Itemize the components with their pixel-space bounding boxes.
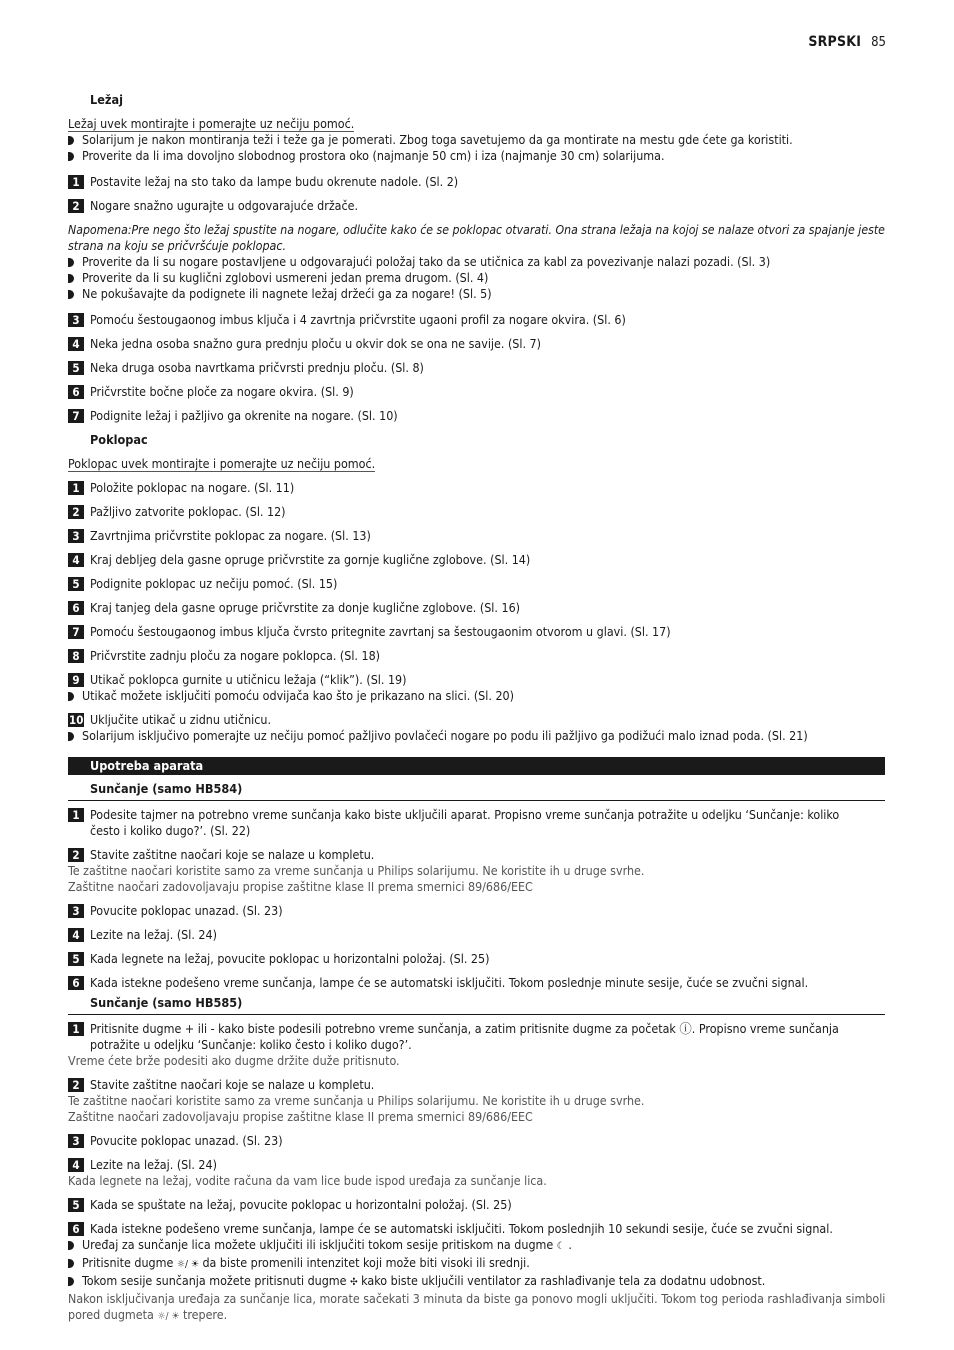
step-number-badge: 3 <box>68 529 84 543</box>
heading-hb584: Sunčanje (samo HB584) <box>68 781 885 801</box>
step-item: 3 Povucite poklopac unazad. (Sl. 23) <box>68 1133 885 1149</box>
step-number-badge: 3 <box>68 904 84 918</box>
bullet-icon <box>68 1241 74 1250</box>
step-number-badge: 5 <box>68 577 84 591</box>
bullet-item: Proverite da li su kuglični zglobovi usmereni jedan prema drugom. (Sl. 4) <box>68 270 885 286</box>
lezaj-warning: Ležaj uvek montirajte i pomerajte uz nečiju pomoć. <box>68 116 355 131</box>
step-item: 9 Utikač poklopca gurnite u utičnicu ležaja (“klik”). (Sl. 19) <box>68 672 885 688</box>
step-number-badge: 7 <box>68 625 84 639</box>
bullet-icon <box>68 692 74 701</box>
bullet-item: Utikač možete isključiti pomoću odvijača kao što je prikazano na slici. (Sl. 20) <box>68 688 885 704</box>
bullet-icon <box>68 732 74 741</box>
step-number-badge: 4 <box>68 928 84 942</box>
info-text: Te zaštitne naočari koristite samo za vreme sunčanja u Philips solarijumu. Ne koristite ih u druge svrhe. <box>68 1093 645 1108</box>
step-item: 7 Pomoću šestougaonog imbus ključa čvrsto pritegnite zavrtanj sa šestougaonim otvorom u glavi. (Sl. 17) <box>68 624 885 640</box>
bullet-item: Solarijum je nakon montiranja teži i teže ga je pomerati. Zbog toga savetujemo da ga montirate na mestu gde ćete ga koristiti. <box>68 132 885 148</box>
heading-lezaj: Ležaj <box>90 92 124 107</box>
step-item: 5 Kada se spuštate na ležaj, povucite poklopac u horizontalni položaj. (Sl. 25) <box>68 1197 885 1213</box>
step-item: 4 Neka jedna osoba snažno gura prednju ploču u okvir dok se ona ne savije. (Sl. 7) <box>68 336 885 352</box>
step-number-badge: 6 <box>68 976 84 990</box>
note-paragraph: Napomena:Pre nego što ležaj spustite na nogare, odlučite kako će se poklopac otvarati. Ona strana ležaja na kojoj se nalaze otvori za spajanje jeste strana na koju se pričvršćuje poklopac. <box>68 222 885 253</box>
step-number-badge: 1 <box>68 808 84 822</box>
step-item: 5 Neka druga osoba navrtkama pričvrsti prednju ploču. (Sl. 8) <box>68 360 885 376</box>
step-item: 6 Kada istekne podešeno vreme sunčanja, lampe će se automatski isključiti. Tokom poslednjih 10 sekundi sesije, čuće se zvučni signal. <box>68 1221 885 1237</box>
step-item: 3 Povucite poklopac unazad. (Sl. 23) <box>68 903 885 919</box>
info-text: Nakon isključivanja uređaja za sunčanje lica, morate sačekati 3 minuta da biste ga ponovo mogli uključiti. Tokom tog perioda rashlađivanja simboli <box>68 1291 886 1306</box>
step-item: 6 Kada istekne podešeno vreme sunčanja, lampe će se automatski isključiti. Tokom poslednje minute sesije, čuće se zvučni signal. <box>68 975 885 991</box>
step-number-badge: 4 <box>68 1158 84 1172</box>
bullet-item: Pritisnite dugme ☼/ ☀ da biste promenili intenzitet koji može biti visoki ili srednji. <box>68 1255 885 1273</box>
bullet-icon <box>68 274 74 283</box>
bullet-item: Solarijum isključivo pomerajte uz nečiju pomoć pažljivo povlačeći nogare po podu ili pažljivo ga podižući malo iznad poda. (Sl. 21) <box>68 728 885 744</box>
step-item: 5 Kada legnete na ležaj, povucite poklopac u horizontalni položaj. (Sl. 25) <box>68 951 885 967</box>
intensity-icon: ☼/ ☀ <box>157 1311 180 1322</box>
step-number-badge: 2 <box>68 848 84 862</box>
step-item: 1 Položite poklopac na nogare. (Sl. 11) <box>68 480 885 496</box>
info-text: Zaštitne naočari zadovoljavaju propise zaštitne klase II prema smernici 89/686/EEC <box>68 1109 533 1124</box>
step-number-badge: 4 <box>68 337 84 351</box>
bullet-item: Proverite da li ima dovoljno slobodnog prostora oko (najmanje 50 cm) i iza (najmanje 30 cm) solarijuma. <box>68 148 885 164</box>
step-number-badge: 9 <box>68 673 84 687</box>
step-item: 10 Uključite utikač u zidnu utičnicu. <box>69 712 272 727</box>
fan-icon: ✣ <box>350 1277 358 1288</box>
step-number-badge: 7 <box>68 409 84 423</box>
intensity-icon: ☼/ ☀ <box>176 1259 199 1270</box>
section-bar-usage: Upotreba aparata <box>68 757 885 775</box>
step-item: 1 Podesite tajmer na potrebno vreme sunčanja kako biste uključili aparat. Propisno vreme sunčanja potražite u odeljku ‘Sunčanje: koliko često i koliko dugo?’. (Sl. 22) <box>68 807 885 839</box>
step-number-badge: 1 <box>68 1022 84 1036</box>
step-item: 3 Zavrtnjima pričvrstite poklopac za nogare. (Sl. 13) <box>68 528 885 544</box>
page-header <box>808 34 886 50</box>
step-number-badge: 3 <box>68 1134 84 1148</box>
document-body <box>68 90 885 1325</box>
info-text: pored dugmeta ☼/ ☀ trepere. <box>68 1307 228 1322</box>
step-item: 4 Lezite na ležaj. (Sl. 24) <box>68 1157 885 1173</box>
step-number-badge: 2 <box>68 199 84 213</box>
step-number-badge: 6 <box>68 1222 84 1236</box>
step-number-badge: 6 <box>68 601 84 615</box>
page-number: 85 <box>871 35 886 50</box>
step-number-badge: 5 <box>68 952 84 966</box>
bullet-item: Uređaj za sunčanje lica možete uključiti ili isključiti tokom sesije pritiskom na dugme ☾ . <box>68 1237 885 1255</box>
heading-poklopac: Poklopac <box>90 432 148 447</box>
bullet-icon <box>68 136 74 145</box>
bullet-icon <box>68 290 74 299</box>
step-number-badge: 1 <box>68 481 84 495</box>
info-text: Zaštitne naočari zadovoljavaju propise zaštitne klase II prema smernici 89/686/EEC <box>68 879 533 894</box>
step-item: 2 Stavite zaštitne naočari koje se nalaze u kompletu. <box>68 1077 885 1093</box>
info-text: Kada legnete na ležaj, vodite računa da vam lice bude ispod uređaja za sunčanje lica. <box>68 1173 547 1188</box>
language-label: SRPSKI <box>808 34 862 50</box>
step-number-badge: 5 <box>68 1198 84 1212</box>
step-number-badge: 3 <box>68 313 84 327</box>
step-number-badge: 2 <box>68 1078 84 1092</box>
step-item: 2 Pažljivo zatvorite poklopac. (Sl. 12) <box>68 504 885 520</box>
step-number-badge: 8 <box>68 649 84 663</box>
step-item: 2 Stavite zaštitne naočari koje se nalaze u kompletu. <box>68 847 885 863</box>
bullet-icon <box>68 1277 74 1286</box>
face-tanner-icon: ☾ <box>556 1241 565 1252</box>
info-text: Vreme ćete brže podesiti ako dugme držite duže pritisnuto. <box>68 1053 400 1068</box>
step-item: 4 Lezite na ležaj. (Sl. 24) <box>68 927 885 943</box>
info-text: Te zaštitne naočari koristite samo za vreme sunčanja u Philips solarijumu. Ne koristite ih u druge svrhe. <box>68 863 645 878</box>
bullet-item: Proverite da li su nogare postavljene u odgovarajući položaj tako da se utičnica za kabl za povezivanje nalazi pozadi. (Sl. 3) <box>68 254 885 270</box>
step-item: 6 Kraj tanjeg dela gasne opruge pričvrstite za donje kuglične zglobove. (Sl. 16) <box>68 600 885 616</box>
step-item: 7 Podignite ležaj i pažljivo ga okrenite na nogare. (Sl. 10) <box>68 408 885 424</box>
step-item: 3 Pomoću šestougaonog imbus ključa i 4 zavrtnja pričvrstite ugaoni profil za nogare okvira. (Sl. 6) <box>68 312 885 328</box>
step-number-badge: 6 <box>68 385 84 399</box>
heading-hb585: Sunčanje (samo HB585) <box>68 995 885 1015</box>
step-item: 4 Kraj debljeg dela gasne opruge pričvrstite za gornje kuglične zglobove. (Sl. 14) <box>68 552 885 568</box>
step-item: 1 Postavite ležaj na sto tako da lampe budu okrenute nadole. (Sl. 2) <box>68 174 885 190</box>
bullet-item: Tokom sesije sunčanja možete pritisnuti dugme ✣ kako biste uključili ventilator za rashlađivanje tela za dodatnu udobnost. <box>68 1273 885 1291</box>
step-number-badge: 2 <box>68 505 84 519</box>
step-item: 5 Podignite poklopac uz nečiju pomoć. (Sl. 15) <box>68 576 885 592</box>
bullet-icon <box>68 1259 74 1268</box>
step-number-badge: 5 <box>68 361 84 375</box>
bullet-icon <box>68 258 74 267</box>
step-number-badge: 4 <box>68 553 84 567</box>
step-number-badge: 10 <box>69 713 84 727</box>
step-item: 2 Nogare snažno ugurajte u odgovarajuće držače. <box>68 198 885 214</box>
bullet-icon <box>68 152 74 161</box>
bullet-item: Ne pokušavajte da podignete ili nagnete ležaj držeći ga za nogare! (Sl. 5) <box>68 286 885 302</box>
step-item: 8 Pričvrstite zadnju ploču za nogare poklopca. (Sl. 18) <box>68 648 885 664</box>
step-item: 1 Pritisnite dugme + ili - kako biste podesili potrebno vreme sunčanja, a zatim pritisnite dugme za početak ⓘ. Propisno vreme sunčanja potražite u odeljku ‘Sunčanje: koliko često i koliko dugo?’. <box>68 1021 885 1053</box>
step-item: 6 Pričvrstite bočne ploče za nogare okvira. (Sl. 9) <box>68 384 885 400</box>
poklopac-warning: Poklopac uvek montirajte i pomerajte uz nečiju pomoć. <box>68 456 376 471</box>
step-number-badge: 1 <box>68 175 84 189</box>
